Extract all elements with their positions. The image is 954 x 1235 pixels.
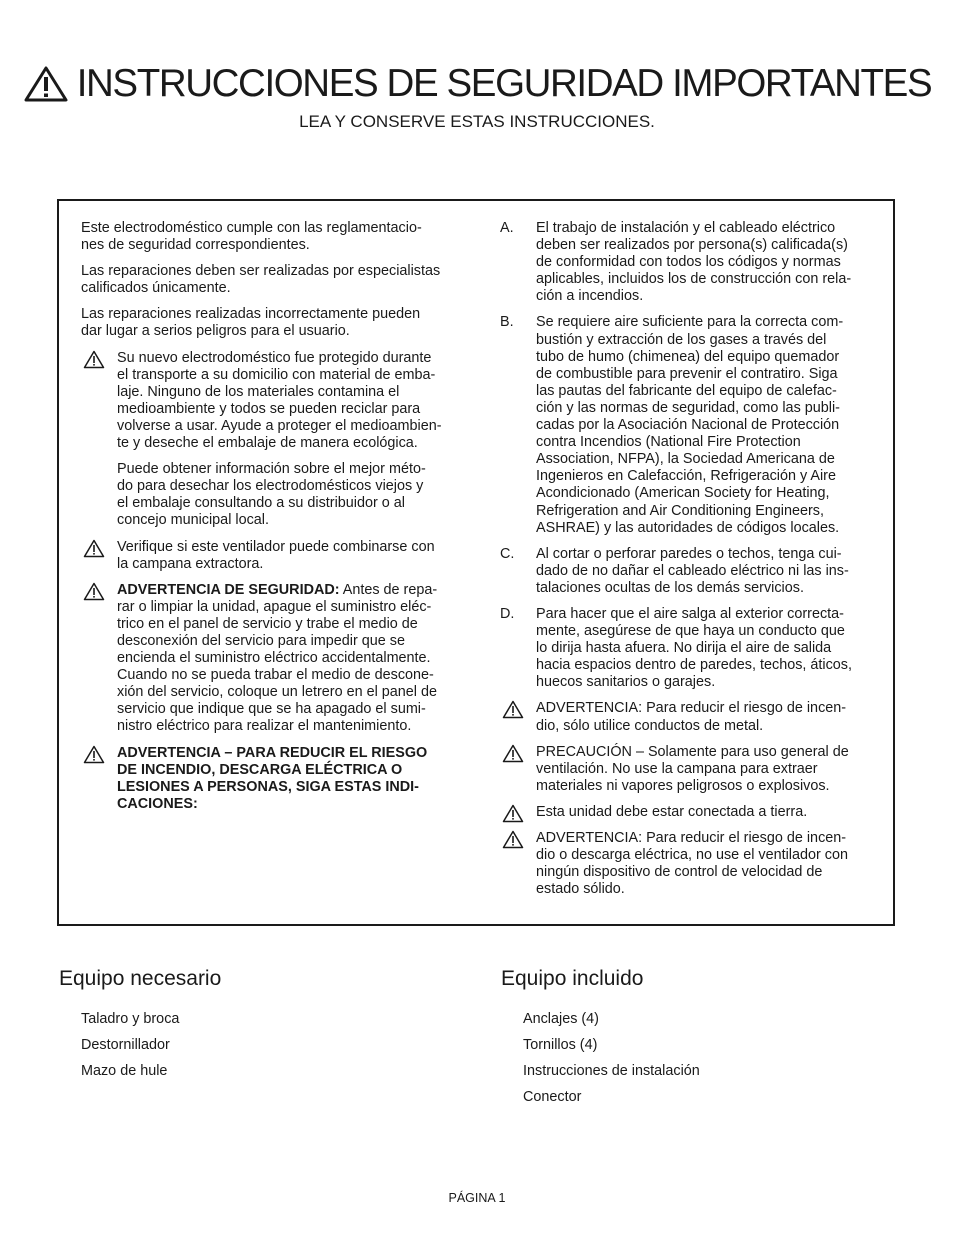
- item-text: Para hacer que el aire salga al exterior correcta- mente, asegúrese de que haya un conducto que lo dirija hasta afuera. No dirija el aire de salida hacia espacios dentro de paredes, techos, áticos, huecos sanitarios o garajes.: [536, 605, 852, 691]
- warning-text: ADVERTENCIA – PARA REDUCIR EL RIESGO DE INCENDIO, DESCARGA ELÉCTRICA O LESIONES A PERSONAS, SIGA ESTAS INDI- CACIONES:: [117, 744, 428, 812]
- instruction-item-a: [500, 220, 878, 305]
- hood-compatibility-warning: [81, 539, 459, 573]
- item-letter: D.: [500, 605, 515, 622]
- warning-triangle-icon: [502, 700, 524, 719]
- left-column: [81, 220, 459, 822]
- disposal-info-paragraph: Puede obtener información sobre el mejor méto- do para desechar los electrodomésticos viejos y el embalaje consultando a su distribuidor o al concejo municipal local.: [117, 461, 426, 529]
- warning-first-line: Antes de repa-: [339, 581, 438, 598]
- compliance-paragraph: Este electrodoméstico cumple con las reglamentacio- nes de seguridad correspondientes.: [81, 220, 422, 254]
- safety-instructions-box: [57, 199, 895, 926]
- warning-triangle-icon: [502, 744, 524, 763]
- list-item: Instrucciones de instalación: [523, 1063, 700, 1079]
- list-item: Mazo de hule: [81, 1063, 168, 1079]
- list-item: Conector: [523, 1089, 582, 1105]
- equipment-included-list: [523, 1010, 700, 1114]
- warning-triangle-icon: [502, 804, 524, 823]
- page-number: PÁGINA 1: [448, 1191, 506, 1205]
- item-text: Al cortar o perforar paredes o techos, tenga cui- dado de no dañar el cableado eléctrico ni las ins- talaciones ocultas de los demás servicios.: [536, 545, 849, 596]
- warning-rest: rar o limpiar la unidad, apague el suministro eléc- trico en el panel de servicio y trabe el medio de desconexión del servicio para impedir que se encienda el suministro eléctrico accidentalmente. Cuando no se pueda trabar el medio de descone- xión del servicio, coloque un letrero en el panel de servicio que indique que se ha apagado el sumi- nistro eléctrico para realizar el mantenimiento.: [117, 598, 437, 735]
- list-item: Destornillador: [81, 1037, 170, 1053]
- warning-text: Verifique si este ventilador puede combinarse con la campana extractora.: [117, 538, 435, 572]
- item-text: Se requiere aire suficiente para la correcta com- bustión y extracción de los gases a través del tubo de humo (chimenea) del equipo quemador de combustible para prevenir el contratiro. Siga las pautas del fabricante del equipo de calefac- ción y las normas de seguridad, como las publi- cadas por la Asociación Nacional de Protección contra Incendios (National Fire Protection Association, NFPA), la Sociedad Americana de Ingenieros en Calefacción, Refrigeración y Aire Acondicionado (American Society for Heating, Refrigeration and Air Conditioning Engineers, ASHRAE) y las autoridades de códigos locales.: [536, 314, 844, 536]
- item-letter: A.: [500, 220, 514, 236]
- incorrect-repair-paragraph: Las reparaciones realizadas incorrectamente pueden dar lugar a serios peligros para el usuario.: [81, 306, 421, 340]
- item-letter: B.: [500, 314, 514, 331]
- list-item: Tornillos (4): [523, 1037, 598, 1053]
- warning-text: PRECAUCIÓN – Solamente para uso general de ventilación. No use la campana para extraer materiales ni vapores peligrosos o explosivos.: [536, 743, 849, 794]
- warning-triangle-icon: [23, 65, 69, 103]
- fire-risk-warning: [81, 745, 459, 813]
- safety-warning: [81, 582, 459, 736]
- page-subtitle: LEA Y CONSERVE ESTAS INSTRUCCIONES.: [299, 112, 655, 131]
- warning-triangle-icon: [83, 539, 105, 558]
- right-column: [500, 220, 878, 907]
- warning-triangle-icon: [83, 350, 105, 369]
- speed-control-warning: [500, 830, 878, 898]
- instruction-item-b: [500, 314, 878, 536]
- item-letter: C.: [500, 545, 515, 562]
- page-title-text: INSTRUCCIONES DE SEGURIDAD IMPORTANTES: [76, 62, 932, 105]
- equipment-needed-list: [81, 1010, 179, 1088]
- metal-duct-warning: [500, 700, 878, 734]
- list-item: Anclajes (4): [523, 1011, 599, 1027]
- warning-text: ADVERTENCIA: Para reducir el riesgo de incen- dio, sólo utilice conductos de metal.: [536, 700, 847, 734]
- grounding-warning: [500, 804, 878, 821]
- item-text: El trabajo de instalación y el cableado eléctrico deben ser realizados por persona(s) calificada(s) de conformidad con todos los códigos y normas aplicables, incluidos los de construcción con rela- ción a incendios.: [536, 220, 852, 305]
- warning-text: ADVERTENCIA: Para reducir el riesgo de incen- dio o descarga eléctrica, no use el ventilador con ningún dispositivo de control de velocidad de estado sólido.: [536, 830, 848, 898]
- warning-triangle-icon: [83, 745, 105, 764]
- warning-text: Esta unidad debe estar conectada a tierra.: [536, 803, 808, 820]
- caution-ventilation-warning: [500, 744, 878, 795]
- warning-triangle-icon: [502, 830, 524, 849]
- packaging-warning: [81, 350, 459, 453]
- equipment-needed-heading: Equipo necesario: [59, 967, 222, 990]
- instruction-item-c: [500, 546, 878, 597]
- warning-text: [117, 582, 459, 736]
- repair-specialists-paragraph: Las reparaciones deben ser realizadas por especialistas calificados únicamente.: [81, 263, 441, 297]
- warning-label: ADVERTENCIA DE SEGURIDAD:: [117, 581, 340, 598]
- list-item: Taladro y broca: [81, 1011, 180, 1027]
- equipment-included-heading: Equipo incluido: [501, 967, 644, 990]
- page-title: [0, 62, 954, 106]
- warning-text: Su nuevo electrodoméstico fue protegido durante el transporte a su domicilio con material de emba- laje. Ninguno de los materiales contamina el medioambiente y todos se pueden reciclar para volverse a usar. Ayude a proteger el medioambien- te y deseche el embalaje de manera ecológica.: [117, 349, 442, 452]
- instruction-item-d: [500, 606, 878, 691]
- warning-triangle-icon: [83, 582, 105, 601]
